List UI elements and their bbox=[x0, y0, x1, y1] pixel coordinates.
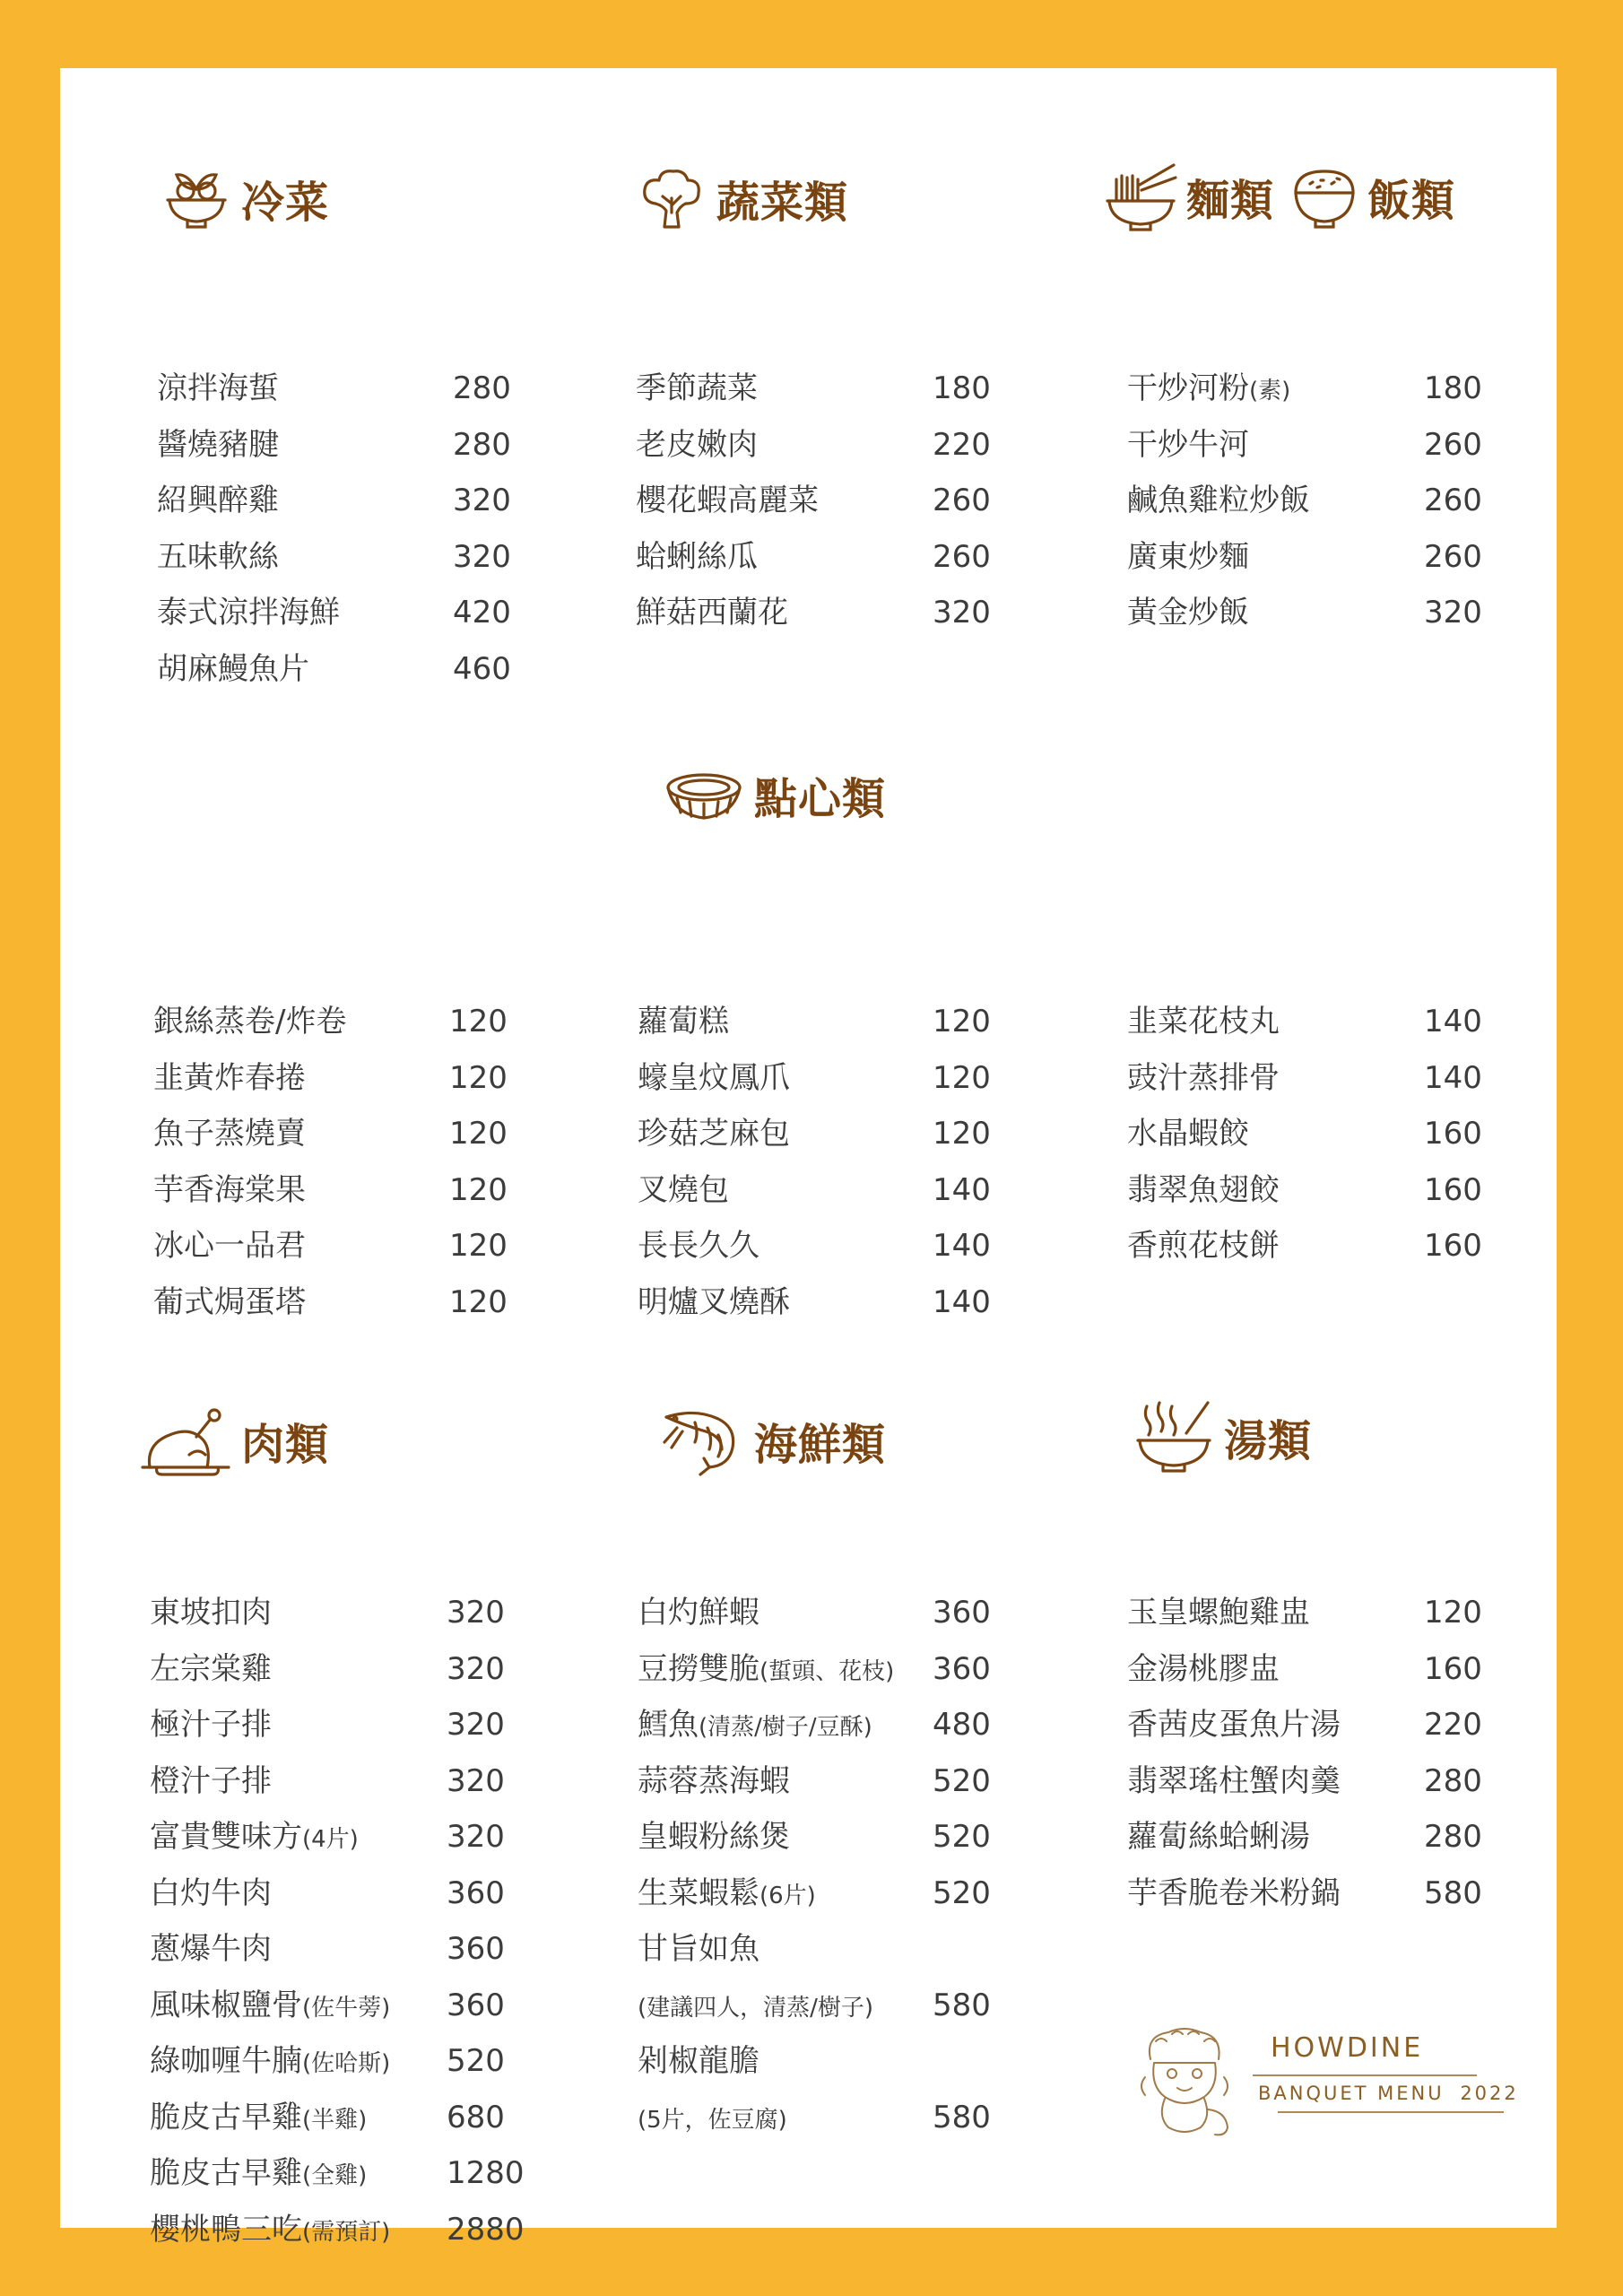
item-name: 泰式涼拌海鮮 bbox=[157, 595, 340, 631]
menu-item bbox=[1127, 361, 1504, 417]
shrimp-icon bbox=[659, 1403, 745, 1478]
cold-dishes-title: 冷菜 bbox=[241, 177, 330, 228]
menu-item bbox=[1127, 417, 1504, 474]
menu-item bbox=[638, 1809, 1014, 1866]
roast-chicken-icon bbox=[139, 1403, 232, 1478]
item-note: (需預訂) bbox=[302, 2218, 391, 2246]
item-name: 明爐叉燒酥 bbox=[638, 1283, 790, 1320]
item-price: 120 bbox=[449, 1004, 508, 1039]
item-note: (佐哈斯) bbox=[302, 2050, 391, 2077]
item-name: 生菜蝦鬆 bbox=[638, 1874, 759, 1911]
menu-item bbox=[1127, 529, 1504, 586]
menu-item bbox=[153, 994, 508, 1050]
item-name: 脆皮古早雞 bbox=[150, 2155, 302, 2191]
item-name: 白灼鮮蝦 bbox=[638, 1595, 759, 1631]
item-price: 320 bbox=[447, 1819, 505, 1855]
item-price: 280 bbox=[453, 426, 511, 463]
item-note: (4片) bbox=[302, 1826, 359, 1853]
item-price: 360 bbox=[447, 1987, 505, 2023]
item-price: 320 bbox=[447, 1595, 505, 1631]
item-price: 320 bbox=[447, 1762, 505, 1799]
soup-bowl-icon bbox=[1133, 1396, 1215, 1478]
item-name: 紹興醉雞 bbox=[157, 483, 279, 518]
item-name: 橙汁子排 bbox=[150, 1762, 272, 1799]
item-note: (5片，佐豆腐) bbox=[638, 2106, 787, 2134]
item-name: 香煎花枝餅 bbox=[1127, 1228, 1280, 1264]
item-price: 140 bbox=[933, 1283, 991, 1320]
item-name: 銀絲蒸卷/炸卷 bbox=[153, 1004, 347, 1039]
item-price: 120 bbox=[449, 1059, 508, 1096]
item-note: (佐牛蒡) bbox=[302, 1994, 391, 2022]
seafood-title: 海鮮類 bbox=[754, 1419, 887, 1470]
item-price: 120 bbox=[1424, 1595, 1482, 1631]
item-price: 140 bbox=[933, 1228, 991, 1264]
item-name: 醬燒豬腱 bbox=[157, 426, 279, 463]
item-price: 120 bbox=[933, 1116, 991, 1152]
menu-item bbox=[638, 1866, 1014, 1922]
item-price: 160 bbox=[1424, 1171, 1482, 1208]
item-name: 剁椒龍膽 bbox=[638, 2043, 759, 2079]
item-price: 260 bbox=[1424, 426, 1482, 463]
item-note: (全雞) bbox=[302, 2162, 368, 2189]
item-price: 120 bbox=[449, 1283, 508, 1320]
menu-item bbox=[157, 473, 511, 529]
noodle-bowl-icon bbox=[1104, 158, 1177, 235]
item-price: 220 bbox=[1424, 1707, 1482, 1743]
item-name: 涼拌海蜇 bbox=[157, 370, 279, 406]
menu-item bbox=[1127, 1162, 1504, 1219]
item-price: 260 bbox=[1424, 538, 1482, 575]
item-price: 260 bbox=[933, 483, 991, 518]
item-name: 蠔皇炆鳳爪 bbox=[638, 1059, 790, 1096]
item-name: 翡翠瑤柱蟹肉羹 bbox=[1127, 1762, 1341, 1799]
menu-item bbox=[150, 1697, 526, 1753]
menu-item bbox=[153, 1274, 508, 1331]
item-name: 黃金炒飯 bbox=[1127, 595, 1249, 631]
menu-item bbox=[150, 1978, 526, 2034]
menu-item bbox=[638, 1641, 1014, 1698]
item-price: 320 bbox=[453, 483, 511, 518]
item-name: 脆皮古早雞 bbox=[150, 2099, 302, 2135]
menu-item bbox=[638, 1697, 1014, 1753]
menu-item bbox=[1127, 1585, 1504, 1641]
item-price: 260 bbox=[1424, 483, 1482, 518]
vegetables-heading bbox=[636, 162, 848, 234]
item-price: 520 bbox=[933, 1874, 991, 1911]
rice-title: 飯類 bbox=[1367, 175, 1456, 226]
noodles-rice-heading bbox=[1104, 158, 1455, 235]
item-name: 金湯桃膠盅 bbox=[1127, 1650, 1280, 1687]
item-price: 360 bbox=[933, 1650, 991, 1687]
item-price: 680 bbox=[447, 2099, 505, 2135]
item-price: 2880 bbox=[447, 2211, 525, 2248]
item-price: 120 bbox=[449, 1171, 508, 1208]
menu-item bbox=[638, 1218, 996, 1274]
menu-item bbox=[1127, 1809, 1504, 1866]
menu-item bbox=[636, 473, 994, 529]
item-price: 140 bbox=[1424, 1004, 1482, 1039]
item-name: 干炒牛河 bbox=[1127, 426, 1249, 463]
item-price: 520 bbox=[933, 1819, 991, 1855]
item-note: (建議四人，清蒸/樹子) bbox=[638, 1994, 874, 2022]
item-price: 520 bbox=[933, 1762, 991, 1799]
menu-item bbox=[1127, 1106, 1504, 1162]
menu-item bbox=[1127, 1697, 1504, 1753]
meat-title: 肉類 bbox=[241, 1419, 330, 1470]
menu-item bbox=[153, 1050, 508, 1107]
item-price: 320 bbox=[453, 538, 511, 575]
menu-item bbox=[638, 2090, 1014, 2146]
menu-item bbox=[157, 641, 511, 698]
item-name: 干炒河粉 bbox=[1127, 370, 1249, 406]
item-name: 五味軟絲 bbox=[157, 538, 279, 575]
item-name: 蘿蔔糕 bbox=[638, 1004, 729, 1039]
soup-title: 湯類 bbox=[1224, 1415, 1313, 1466]
item-name: 魚子蒸燒賣 bbox=[153, 1116, 306, 1152]
item-price: 180 bbox=[1424, 370, 1482, 406]
item-price: 580 bbox=[933, 2099, 991, 2135]
menu-item bbox=[150, 2033, 526, 2090]
lion-logo-icon bbox=[1133, 2023, 1238, 2140]
item-price: 580 bbox=[933, 1987, 991, 2023]
dimsum-list-1 bbox=[153, 994, 508, 1330]
egg-tart-icon bbox=[663, 759, 745, 831]
vegetables-title: 蔬菜類 bbox=[716, 177, 849, 228]
item-price: 1280 bbox=[447, 2155, 525, 2191]
item-name: 韭黃炸春捲 bbox=[153, 1059, 306, 1096]
soup-list bbox=[1127, 1585, 1504, 1921]
item-name: 水晶蝦餃 bbox=[1127, 1116, 1249, 1152]
menu-item bbox=[150, 1753, 526, 1810]
item-price: 160 bbox=[1424, 1228, 1482, 1264]
item-name: 季節蔬菜 bbox=[636, 370, 758, 406]
item-price: 360 bbox=[447, 1874, 505, 1911]
item-name: 櫻花蝦高麗菜 bbox=[636, 483, 819, 518]
dimsum-list-2 bbox=[638, 994, 996, 1330]
menu-item bbox=[636, 417, 994, 474]
item-name: 芋香脆卷米粉鍋 bbox=[1127, 1874, 1341, 1911]
item-price: 140 bbox=[933, 1171, 991, 1208]
item-note: (6片) bbox=[759, 1882, 816, 1909]
menu-item bbox=[638, 994, 996, 1050]
brand-name: HOWDINE bbox=[1271, 2032, 1424, 2064]
item-name: 玉皇螺鮑雞盅 bbox=[1127, 1595, 1310, 1631]
item-name: 鱈魚 bbox=[638, 1707, 699, 1743]
item-price: 120 bbox=[933, 1059, 991, 1096]
item-name: 蘿蔔絲蛤蜊湯 bbox=[1127, 1819, 1310, 1855]
item-price: 320 bbox=[1424, 595, 1482, 631]
item-name: 老皮嫩肉 bbox=[636, 426, 758, 463]
item-price: 220 bbox=[933, 426, 991, 463]
item-name: 風味椒鹽骨 bbox=[150, 1987, 302, 2023]
menu-item bbox=[638, 1921, 1014, 1978]
item-note: (蜇頭、花枝) bbox=[759, 1657, 895, 1685]
meat-heading bbox=[139, 1403, 329, 1478]
menu-item bbox=[150, 1585, 526, 1641]
brand-year: 2022 bbox=[1460, 2083, 1519, 2104]
item-name: 珍菇芝麻包 bbox=[638, 1116, 790, 1152]
menu-item bbox=[1127, 994, 1504, 1050]
menu-item bbox=[638, 2033, 1014, 2090]
menu-item bbox=[636, 585, 994, 641]
menu-item bbox=[1127, 1753, 1504, 1810]
rice-bowl-icon bbox=[1290, 161, 1358, 232]
meat-list bbox=[150, 1585, 526, 2257]
menu-item bbox=[153, 1162, 508, 1219]
item-note: (清蒸/樹子/豆酥) bbox=[699, 1714, 872, 1741]
menu-item bbox=[150, 2145, 526, 2202]
menu-item bbox=[1127, 1050, 1504, 1107]
menu-page bbox=[60, 68, 1557, 2248]
item-name: 鹹魚雞粒炒飯 bbox=[1127, 483, 1310, 518]
menu-item bbox=[638, 1050, 996, 1107]
item-name: 甘旨如魚 bbox=[638, 1931, 759, 1967]
item-price: 520 bbox=[447, 2043, 505, 2079]
menu-item bbox=[157, 529, 511, 586]
item-name: 豉汁蒸排骨 bbox=[1127, 1059, 1280, 1096]
item-name: 東坡扣肉 bbox=[150, 1595, 272, 1631]
item-price: 460 bbox=[453, 650, 511, 687]
menu-item bbox=[638, 1162, 996, 1219]
menu-item bbox=[153, 1218, 508, 1274]
soup-heading bbox=[1133, 1396, 1312, 1478]
item-price: 320 bbox=[447, 1707, 505, 1743]
item-name: 豆撈雙脆 bbox=[638, 1650, 759, 1687]
menu-item bbox=[638, 1274, 996, 1331]
item-price: 280 bbox=[1424, 1819, 1482, 1855]
menu-item bbox=[638, 1106, 996, 1162]
item-price: 160 bbox=[1424, 1116, 1482, 1152]
item-name: 芋香海棠果 bbox=[153, 1171, 306, 1208]
item-name: 極汁子排 bbox=[150, 1707, 272, 1743]
item-price: 160 bbox=[1424, 1650, 1482, 1687]
item-price: 320 bbox=[447, 1650, 505, 1687]
item-name: 葡式焗蛋塔 bbox=[153, 1283, 306, 1320]
menu-item bbox=[636, 529, 994, 586]
item-price: 280 bbox=[1424, 1762, 1482, 1799]
menu-item bbox=[638, 1753, 1014, 1810]
menu-item bbox=[638, 1585, 1014, 1641]
item-name: 白灼牛肉 bbox=[150, 1874, 272, 1911]
vegetables-list bbox=[636, 361, 994, 641]
item-price: 480 bbox=[933, 1707, 991, 1743]
dimsum-heading bbox=[663, 759, 886, 831]
item-name: 皇蝦粉絲煲 bbox=[638, 1819, 790, 1855]
menu-item bbox=[636, 361, 994, 417]
item-price: 120 bbox=[449, 1228, 508, 1264]
menu-item bbox=[157, 417, 511, 474]
cold-dishes-list bbox=[157, 361, 511, 697]
brand-subtitle bbox=[1258, 2083, 1519, 2104]
menu-item bbox=[1127, 585, 1504, 641]
item-price: 320 bbox=[933, 595, 991, 631]
item-price: 280 bbox=[453, 370, 511, 406]
item-name: 蒜蓉蒸海蝦 bbox=[638, 1762, 790, 1799]
brand-divider-bottom bbox=[1278, 2111, 1504, 2113]
cold-dishes-heading bbox=[161, 162, 329, 234]
item-price: 120 bbox=[933, 1004, 991, 1039]
item-name: 綠咖喱牛腩 bbox=[150, 2043, 302, 2079]
item-price: 140 bbox=[1424, 1059, 1482, 1096]
brand-block bbox=[1133, 2023, 1536, 2185]
menu-item bbox=[150, 2202, 526, 2258]
item-name: 蔥爆牛肉 bbox=[150, 1931, 272, 1967]
item-name: 韭菜花枝丸 bbox=[1127, 1004, 1280, 1039]
item-name: 鮮菇西蘭花 bbox=[636, 595, 788, 631]
noodles-title: 麵類 bbox=[1186, 175, 1275, 226]
item-name: 冰心一品君 bbox=[153, 1228, 306, 1264]
item-price: 360 bbox=[933, 1595, 991, 1631]
item-price: 420 bbox=[453, 595, 511, 631]
menu-item bbox=[150, 1921, 526, 1978]
brand-divider-top bbox=[1253, 2074, 1477, 2076]
salad-bowl-icon bbox=[161, 162, 232, 234]
seafood-list bbox=[638, 1585, 1014, 2145]
item-price: 260 bbox=[933, 538, 991, 575]
item-name: 翡翠魚翅餃 bbox=[1127, 1171, 1280, 1208]
menu-item bbox=[1127, 1641, 1504, 1698]
item-name: 富貴雙味方 bbox=[150, 1819, 302, 1855]
menu-item bbox=[157, 361, 511, 417]
dimsum-title: 點心類 bbox=[754, 773, 887, 824]
menu-item bbox=[150, 1866, 526, 1922]
item-name: 廣東炒麵 bbox=[1127, 538, 1249, 575]
menu-item bbox=[1127, 1218, 1504, 1274]
item-price: 180 bbox=[933, 370, 991, 406]
item-price: 360 bbox=[447, 1931, 505, 1967]
menu-item bbox=[150, 1809, 526, 1866]
item-name: 蛤蜊絲瓜 bbox=[636, 538, 758, 575]
item-name: 左宗棠雞 bbox=[150, 1650, 272, 1687]
seafood-heading bbox=[659, 1403, 886, 1478]
menu-item bbox=[1127, 473, 1504, 529]
menu-item bbox=[150, 2090, 526, 2146]
item-name: 香茜皮蛋魚片湯 bbox=[1127, 1707, 1341, 1743]
item-price: 580 bbox=[1424, 1874, 1482, 1911]
item-note: (素) bbox=[1249, 378, 1291, 404]
item-name: 胡麻鰻魚片 bbox=[157, 650, 309, 687]
item-price: 120 bbox=[449, 1116, 508, 1152]
item-name: 櫻桃鴨三吃 bbox=[150, 2211, 302, 2248]
menu-item bbox=[638, 1978, 1014, 2034]
broccoli-icon bbox=[636, 162, 707, 234]
dimsum-list-3 bbox=[1127, 994, 1504, 1274]
item-note: (半雞) bbox=[302, 2106, 368, 2134]
menu-item bbox=[1127, 1866, 1504, 1922]
noodles-rice-list bbox=[1127, 361, 1504, 641]
menu-item bbox=[153, 1106, 508, 1162]
menu-item bbox=[157, 585, 511, 641]
item-name: 長長久久 bbox=[638, 1228, 759, 1264]
menu-item bbox=[150, 1641, 526, 1698]
item-name: 叉燒包 bbox=[638, 1171, 729, 1208]
brand-subtitle-text: BANQUET MENU bbox=[1258, 2083, 1445, 2104]
